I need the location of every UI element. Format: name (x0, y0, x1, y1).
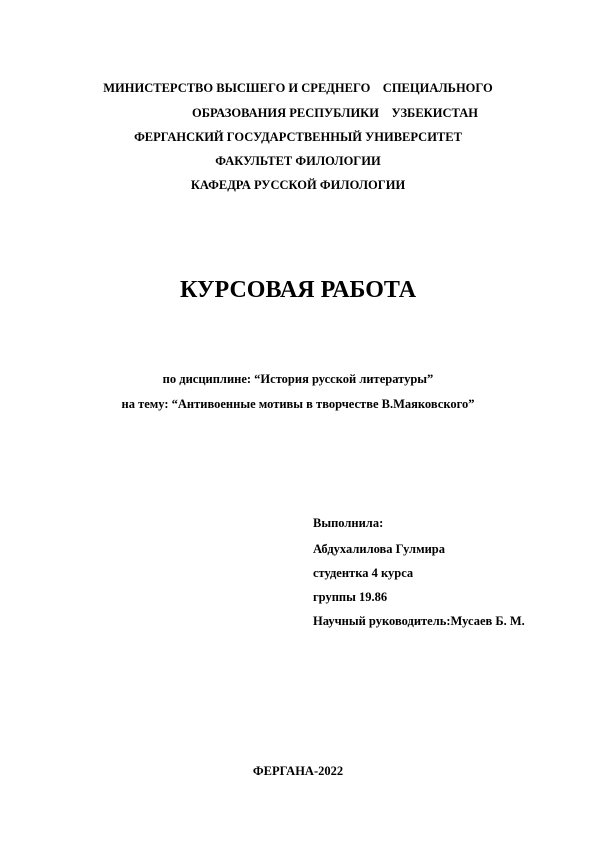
author-group: группы 19.86 (313, 590, 388, 604)
author-course: студентка 4 курса (313, 566, 414, 580)
discipline-line: по дисциплине: “История русской литературы” (162, 372, 434, 386)
footer-city-year: ФЕРГАНА-2022 (252, 764, 344, 778)
header-ministry-line: МИНИСТЕРСТВО ВЫСШЕГО И СРЕДНЕГО СПЕЦИАЛЬНОГО (103, 81, 493, 95)
document-title: КУРСОВАЯ РАБОТА (179, 277, 417, 303)
author-label: Выполнила: (313, 516, 384, 530)
header-university-line: ФЕРГАНСКИЙ ГОСУДАРСТВЕННЫЙ УНИВЕРСИТЕТ (134, 130, 462, 144)
author-name: Абдухалилова Гулмира (313, 542, 445, 556)
header-faculty-line: ФАКУЛЬТЕТ ФИЛОЛОГИИ (215, 154, 381, 168)
supervisor-line: Научный руководитель:Мусаев Б. М. (313, 614, 525, 628)
header-education-line: ОБРАЗОВАНИЯ РЕСПУБЛИКИ УЗБЕКИСТАН (192, 106, 478, 120)
topic-line: на тему: “Антивоенные мотивы в творчестве В.Маяковского” (121, 397, 475, 411)
header-department-line: КАФЕДРА РУССКОЙ ФИЛОЛОГИИ (190, 178, 406, 192)
